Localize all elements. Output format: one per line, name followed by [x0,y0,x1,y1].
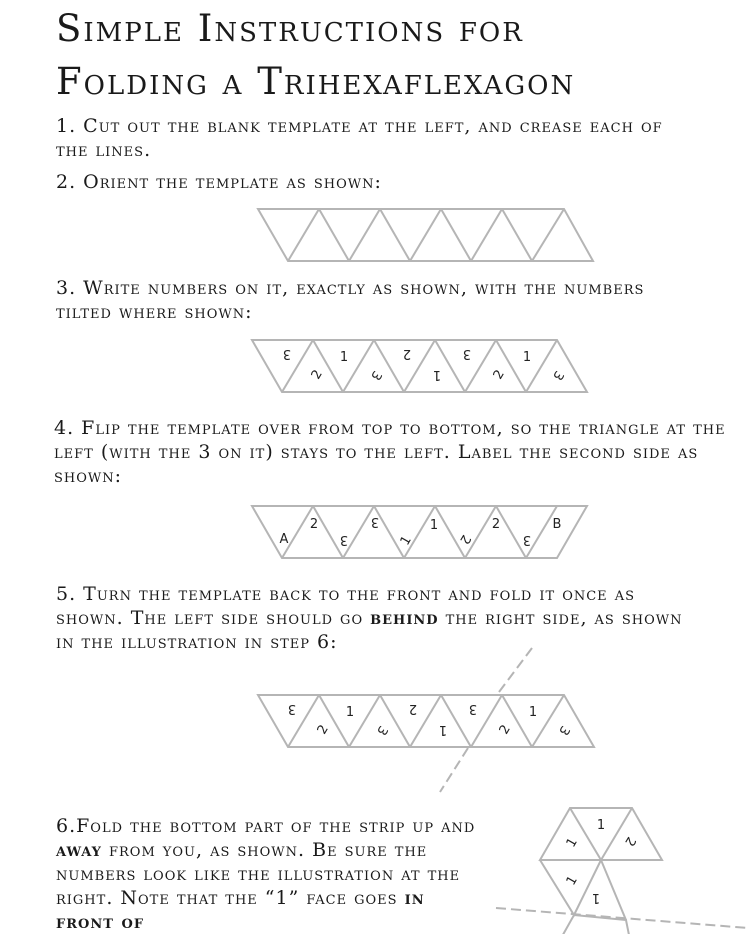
fold-strip-label: 2 [314,722,332,738]
crease-line [570,808,601,860]
folded-label: 2 [621,833,639,849]
folded-label: 1 [596,818,606,833]
step-3-text: 3. Write numbers on it, exactly as shown, with the numbers tilted where shown: [56,277,645,323]
back-label: 2 [491,517,501,532]
folded-middle-outline [540,860,601,915]
step-5-emphasis-behind: behind [370,607,439,629]
crease-line [601,860,626,920]
back-label: A [279,532,289,547]
title-line-2: Folding a Trihexaflexagon [56,60,576,103]
step-4-text: 4. Flip the template over from top to bottom, so the triangle at the left (with the 3 on it) stays to the left. Label the second side as shown: [54,417,726,487]
step-5-part-c: the right side, as shown in the illustration in step 6: [56,607,683,653]
back-label: 2 [456,531,474,547]
front-label: 1 [432,367,442,382]
fold-strip-label: 3 [468,701,478,716]
fold-strip-label: 3 [555,722,573,738]
fold-strip-label: 3 [287,701,297,716]
front-label: 1 [522,350,532,365]
fold-strip-label: 1 [438,722,448,737]
title-line-1: Simple Instructions for [56,7,524,50]
step-1-text: 1. Cut out the blank template at the left, and crease each of the lines. [56,115,663,161]
folded-top-outline [540,808,662,860]
front-label: 3 [282,346,292,361]
front-label: 1 [339,350,349,365]
step-5-part-a: 5. Turn the template back to the front and fold it once as shown. The left side should go [56,583,636,629]
fold-strip-label: 3 [373,722,391,738]
front-label: 2 [402,346,412,361]
back-label: 2 [309,517,319,532]
step-6-emphasis-away: away [56,839,102,861]
front-label: 3 [462,346,472,361]
fold-strip-label: 1 [528,705,538,720]
step-2-text: 2. Orient the template as shown: [56,171,382,193]
fold-strip-label: 1 [345,705,355,720]
folded-label: 1 [563,835,581,851]
back-label: 3 [339,532,349,547]
front-label: 2 [490,367,508,383]
back-label: 1 [397,533,415,549]
step-6-part-c: from you, as shown. Be sure the numbers look like the illustration at the right. Note that the “1” face goes [56,839,461,909]
step-6-part-a: 6.Fold the bottom part of the strip up and [56,815,476,837]
back-label: B [552,517,562,532]
folded-label: 1 [591,890,601,905]
front-label: 2 [308,367,326,383]
back-label: 3 [370,514,380,529]
step-6-emphasis-in-front-of: in front of [56,887,425,933]
fold-strip-label: 2 [408,701,418,716]
back-label: 1 [429,518,439,533]
back-label: 3 [522,532,532,547]
fold-strip-label: 2 [496,722,514,738]
front-label: 3 [367,367,385,383]
folded-label: 1 [563,873,581,889]
front-label: 3 [549,367,567,383]
